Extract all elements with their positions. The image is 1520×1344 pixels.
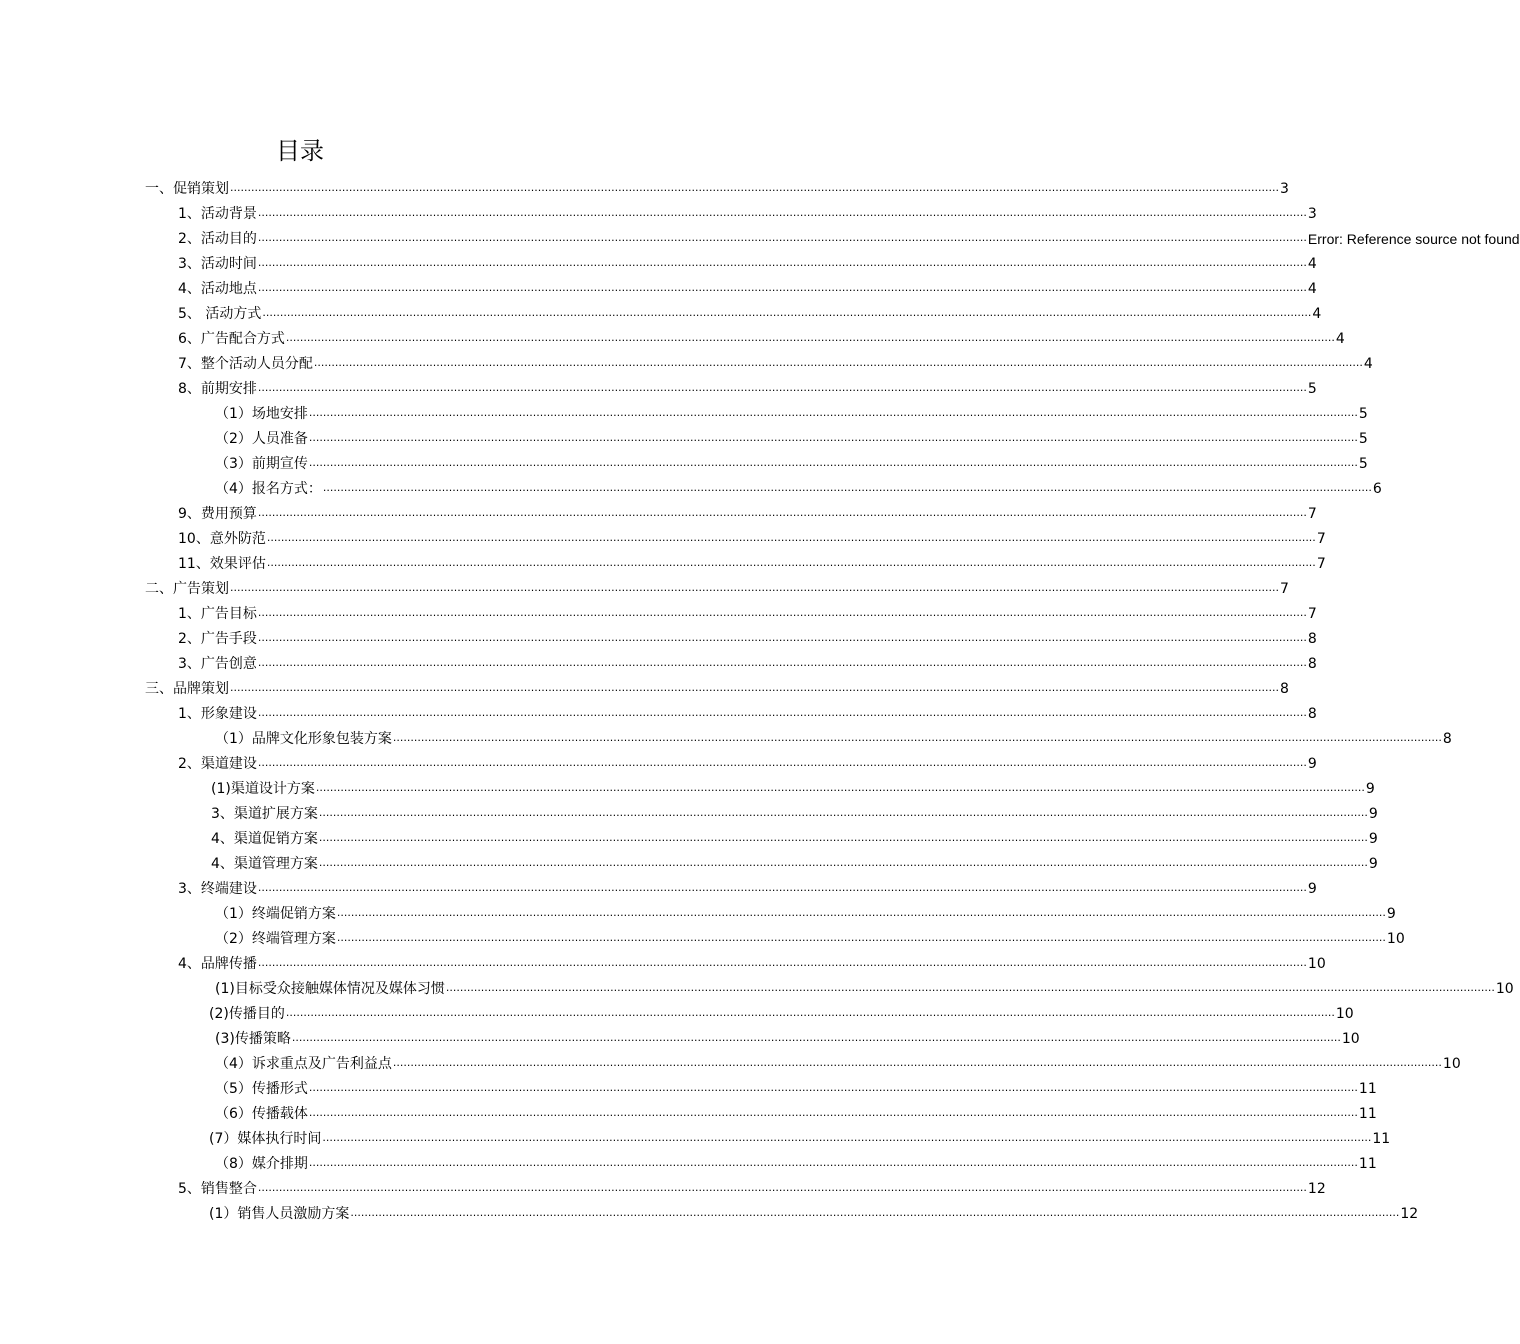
- toc-page-number: 4: [1307, 281, 1317, 297]
- toc-dot-leader: ............................................................................................................................................................................................................................................................................................................: [257, 281, 1307, 294]
- toc-page-number: 11: [1372, 1131, 1391, 1147]
- toc-entry[interactable]: [178, 548, 1326, 573]
- toc-entry[interactable]: [145, 573, 1289, 598]
- toc-dot-leader: ............................................................................................................................................................................................................................................................................................................: [230, 581, 1279, 594]
- toc-entry[interactable]: [178, 523, 1326, 548]
- toc-entry-label: （4）报名方式：: [215, 481, 322, 497]
- toc-entry-label: （2）人员准备: [215, 431, 308, 447]
- toc-entry-label: （1）品牌文化形象包装方案: [215, 731, 392, 747]
- toc-page-number: 4: [1335, 331, 1345, 347]
- toc-entry-label: 4、品牌传播: [178, 956, 257, 972]
- toc-dot-leader: ............................................................................................................................................................................................................................................................................................................: [257, 381, 1307, 394]
- toc-page-number: 7: [1307, 606, 1317, 622]
- toc-entry[interactable]: [178, 698, 1317, 723]
- toc-entry-label: 1、活动背景: [178, 206, 257, 222]
- toc-entry-label: 9、费用预算: [178, 506, 257, 522]
- toc-dot-leader: ............................................................................................................................................................................................................................................................................................................: [230, 681, 1279, 694]
- toc-page-number: 10: [1307, 956, 1326, 972]
- toc-dot-leader: ............................................................................................................................................................................................................................................................................................................: [313, 356, 1363, 369]
- toc-page-number: 5: [1307, 381, 1317, 397]
- toc-entry[interactable]: [215, 448, 1368, 473]
- toc-entry[interactable]: [215, 1098, 1377, 1123]
- toc-entry-label: 4、渠道促销方案: [211, 831, 318, 847]
- toc-entry[interactable]: [215, 723, 1452, 748]
- toc-entry-label: 2、活动目的: [178, 231, 257, 247]
- toc-page-number: 6: [1372, 481, 1382, 497]
- toc-dot-leader: ............................................................................................................................................................................................................................................................................................................: [257, 956, 1307, 969]
- toc-page-number: 5: [1358, 406, 1368, 422]
- toc-entry[interactable]: [215, 1048, 1461, 1073]
- toc-dot-leader: ............................................................................................................................................................................................................................................................................................................: [257, 631, 1307, 644]
- toc-entry[interactable]: [178, 598, 1317, 623]
- toc-entry-label: （5）传播形式: [215, 1081, 308, 1097]
- toc-dot-leader: ............................................................................................................................................................................................................................................................................................................: [257, 1181, 1307, 1194]
- toc-page-number: 8: [1307, 706, 1317, 722]
- toc-dot-leader: ............................................................................................................................................................................................................................................................................................................: [257, 256, 1307, 269]
- toc-page-number: 12: [1400, 1206, 1419, 1222]
- toc-entry[interactable]: [215, 973, 1514, 998]
- toc-entry-label: 3、渠道扩展方案: [211, 806, 318, 822]
- toc-page-number: Error: Reference source not found: [1307, 231, 1520, 247]
- toc-page-number: 9: [1307, 881, 1317, 897]
- toc-entry-label: 二、广告策划: [145, 581, 229, 597]
- toc-entry-label: 一、促销策划: [145, 181, 229, 197]
- toc-entry[interactable]: [211, 823, 1378, 848]
- toc-page-number: 9: [1368, 806, 1378, 822]
- toc-entry[interactable]: [178, 298, 1322, 323]
- toc-dot-leader: ............................................................................................................................................................................................................................................................................................................: [257, 881, 1307, 894]
- toc-entry[interactable]: [178, 373, 1317, 398]
- toc-dot-leader: ............................................................................................................................................................................................................................................................................................................: [445, 981, 1495, 994]
- toc-entry-label: 7、整个活动人员分配: [178, 356, 313, 372]
- toc-dot-leader: ............................................................................................................................................................................................................................................................................................................: [285, 1006, 1335, 1019]
- toc-page-number: 10: [1495, 981, 1514, 997]
- toc-entry[interactable]: [215, 473, 1382, 498]
- toc-entry-label: （6）传播载体: [215, 1106, 308, 1122]
- toc-page-number: 7: [1316, 556, 1326, 572]
- toc-entry-label: 3、活动时间: [178, 256, 257, 272]
- toc-entry-label: 5、 活动方式: [178, 306, 262, 322]
- toc-page-number: 5: [1358, 456, 1368, 472]
- toc-entry[interactable]: [178, 498, 1317, 523]
- toc-entry[interactable]: [211, 773, 1375, 798]
- toc-page-number: 9: [1365, 781, 1375, 797]
- toc-entry-label: 11、效果评估: [178, 556, 266, 572]
- toc-entry-label: (2)传播目的: [209, 1006, 285, 1022]
- toc-page-number: 12: [1307, 1181, 1326, 1197]
- toc-dot-leader: ............................................................................................................................................................................................................................................................................................................: [257, 756, 1307, 769]
- toc-entry-label: 三、品牌策划: [145, 681, 229, 697]
- toc-dot-leader: ............................................................................................................................................................................................................................................................................................................: [285, 331, 1335, 344]
- toc-page-number: 3: [1279, 181, 1289, 197]
- toc-dot-leader: ............................................................................................................................................................................................................................................................................................................: [257, 206, 1307, 219]
- toc-dot-leader: ............................................................................................................................................................................................................................................................................................................: [392, 731, 1442, 744]
- toc-entry[interactable]: [178, 873, 1317, 898]
- toc-page-number: 8: [1307, 631, 1317, 647]
- toc-dot-leader: ............................................................................................................................................................................................................................................................................................................: [350, 1206, 1400, 1219]
- toc-dot-leader: ............................................................................................................................................................................................................................................................................................................: [336, 906, 1386, 919]
- toc-entry[interactable]: [215, 923, 1405, 948]
- toc-page-number: 8: [1307, 656, 1317, 672]
- toc-dot-leader: ............................................................................................................................................................................................................................................................................................................: [308, 1106, 1358, 1119]
- toc-entry[interactable]: [178, 273, 1317, 298]
- toc-page-number: 4: [1307, 256, 1317, 272]
- toc-entry-label: 5、销售整合: [178, 1181, 257, 1197]
- toc-entry[interactable]: [209, 998, 1354, 1023]
- toc-entry-label: 6、广告配合方式: [178, 331, 285, 347]
- toc-dot-leader: ............................................................................................................................................................................................................................................................................................................: [257, 706, 1307, 719]
- toc-entry[interactable]: [178, 648, 1317, 673]
- toc-entry[interactable]: [178, 323, 1345, 348]
- toc-entry-label: （8）媒介排期: [215, 1156, 308, 1172]
- toc-dot-leader: ............................................................................................................................................................................................................................................................................................................: [257, 506, 1307, 519]
- toc-entry[interactable]: [178, 198, 1317, 223]
- toc-entry-label: 3、广告创意: [178, 656, 257, 672]
- toc-page-number: 11: [1358, 1081, 1377, 1097]
- toc-dot-leader: ............................................................................................................................................................................................................................................................................................................: [308, 456, 1358, 469]
- toc-entry[interactable]: [178, 748, 1317, 773]
- toc-entry-label: （1）终端促销方案: [215, 906, 336, 922]
- toc-page-number: 9: [1386, 906, 1396, 922]
- toc-entry-label: 10、意外防范: [178, 531, 266, 547]
- toc-page-number: 10: [1341, 1031, 1360, 1047]
- toc-page-number: 4: [1312, 306, 1322, 322]
- toc-entry[interactable]: [178, 623, 1317, 648]
- toc-title: 目录: [276, 137, 324, 165]
- toc-entry[interactable]: [145, 173, 1289, 198]
- toc-entry[interactable]: [215, 398, 1368, 423]
- toc-entry[interactable]: [215, 1073, 1377, 1098]
- toc-entry[interactable]: [145, 673, 1289, 698]
- toc-dot-leader: ............................................................................................................................................................................................................................................................................................................: [257, 606, 1307, 619]
- toc-page-number: 8: [1279, 681, 1289, 697]
- toc-dot-leader: ............................................................................................................................................................................................................................................................................................................: [308, 431, 1358, 444]
- toc-dot-leader: ............................................................................................................................................................................................................................................................................................................: [308, 1081, 1358, 1094]
- toc-entry[interactable]: [215, 1148, 1377, 1173]
- toc-page-number: 9: [1368, 831, 1378, 847]
- toc-page-number: 7: [1316, 531, 1326, 547]
- toc-entry-label: (7）媒体执行时间: [209, 1131, 322, 1147]
- toc-dot-leader: ............................................................................................................................................................................................................................................................................................................: [322, 481, 1372, 494]
- toc-entry-label: 4、渠道管理方案: [211, 856, 318, 872]
- toc-entry-label: （3）前期宣传: [215, 456, 308, 472]
- toc-entry-label: (1)渠道设计方案: [211, 781, 315, 797]
- toc-entry[interactable]: [215, 1023, 1360, 1048]
- toc-entry-label: (1）销售人员激励方案: [209, 1206, 350, 1222]
- toc-entry[interactable]: [215, 898, 1396, 923]
- toc-page-number: 7: [1279, 581, 1289, 597]
- toc-dot-leader: ............................................................................................................................................................................................................................................................................................................: [336, 931, 1386, 944]
- toc-dot-leader: ............................................................................................................................................................................................................................................................................................................: [318, 806, 1368, 819]
- toc-entry-label: 2、广告手段: [178, 631, 257, 647]
- toc-entry[interactable]: [178, 1173, 1326, 1198]
- toc-dot-leader: ............................................................................................................................................................................................................................................................................................................: [291, 1031, 1341, 1044]
- toc-entry-label: 8、前期安排: [178, 381, 257, 397]
- toc-dot-leader: ............................................................................................................................................................................................................................................................................................................: [318, 856, 1368, 869]
- toc-entry-label: (1)目标受众接触媒体情况及媒体习惯: [215, 981, 445, 997]
- toc-page-number: 9: [1368, 856, 1378, 872]
- toc-dot-leader: ............................................................................................................................................................................................................................................................................................................: [308, 406, 1358, 419]
- toc-entry-label: （2）终端管理方案: [215, 931, 336, 947]
- toc-entry[interactable]: [178, 223, 1520, 248]
- toc-entry[interactable]: [209, 1123, 1391, 1148]
- toc-page-number: 8: [1442, 731, 1452, 747]
- toc-entry[interactable]: [178, 248, 1317, 273]
- toc-dot-leader: ............................................................................................................................................................................................................................................................................................................: [308, 1156, 1358, 1169]
- toc-entry[interactable]: [209, 1198, 1419, 1223]
- toc-dot-leader: ............................................................................................................................................................................................................................................................................................................: [266, 531, 1316, 544]
- toc-page-number: 7: [1307, 506, 1317, 522]
- toc-page-number: 4: [1363, 356, 1373, 372]
- toc-page-number: 10: [1442, 1056, 1461, 1072]
- toc-page-number: 5: [1358, 431, 1368, 447]
- toc-entry[interactable]: [178, 948, 1326, 973]
- toc-dot-leader: ............................................................................................................................................................................................................................................................................................................: [392, 1056, 1442, 1069]
- toc-page-number: 10: [1335, 1006, 1354, 1022]
- toc-page-number: 3: [1307, 206, 1317, 222]
- toc-dot-leader: ............................................................................................................................................................................................................................................................................................................: [230, 181, 1279, 194]
- toc-dot-leader: ............................................................................................................................................................................................................................................................................................................: [257, 656, 1307, 669]
- toc-dot-leader: ............................................................................................................................................................................................................................................................................................................: [262, 306, 1312, 319]
- toc-dot-leader: ............................................................................................................................................................................................................................................................................................................: [266, 556, 1316, 569]
- toc-entry-label: 4、活动地点: [178, 281, 257, 297]
- toc-page-number: 10: [1386, 931, 1405, 947]
- toc-page-number: 9: [1307, 756, 1317, 772]
- toc-entry-label: 3、终端建设: [178, 881, 257, 897]
- toc-entry-label: 1、广告目标: [178, 606, 257, 622]
- toc-dot-leader: ............................................................................................................................................................................................................................................................................................................: [257, 231, 1307, 244]
- toc-page-number: 11: [1358, 1156, 1377, 1172]
- toc-entry-label: （1）场地安排: [215, 406, 308, 422]
- toc-dot-leader: ............................................................................................................................................................................................................................................................................................................: [315, 781, 1365, 794]
- toc-entry[interactable]: [211, 848, 1378, 873]
- toc-entry-label: (3)传播策略: [215, 1031, 291, 1047]
- toc-entry-label: 2、渠道建设: [178, 756, 257, 772]
- toc-entry-label: （4）诉求重点及广告利益点: [215, 1056, 392, 1072]
- toc-page-number: 11: [1358, 1106, 1377, 1122]
- toc-entry-label: 1、形象建设: [178, 706, 257, 722]
- toc-dot-leader: ............................................................................................................................................................................................................................................................................................................: [322, 1131, 1372, 1144]
- toc-entry[interactable]: [178, 348, 1373, 373]
- toc-dot-leader: ............................................................................................................................................................................................................................................................................................................: [318, 831, 1368, 844]
- toc-entry[interactable]: [215, 423, 1368, 448]
- toc-entry[interactable]: [211, 798, 1378, 823]
